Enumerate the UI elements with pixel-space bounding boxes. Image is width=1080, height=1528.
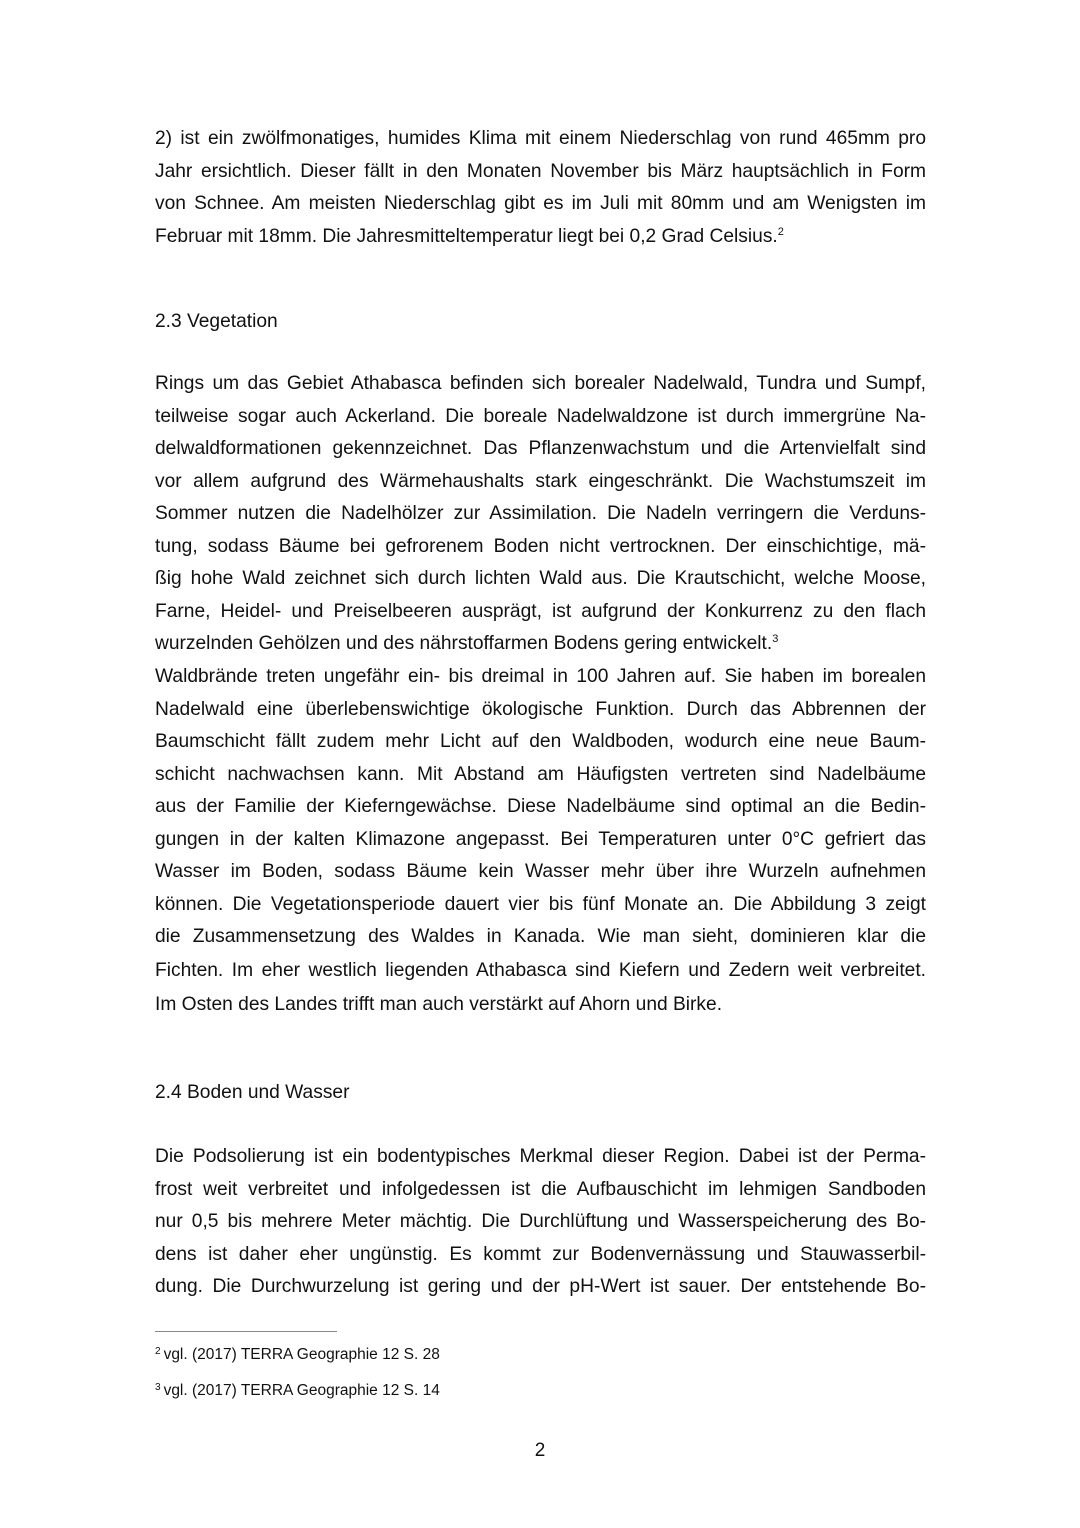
text-line: Rings um das Gebiet Athabasca befinden sich borealer Nadelwald, Tundra und Sumpf, [155,373,926,394]
footnote-number: 2 [155,1346,161,1357]
text-line: Baumschicht fällt zudem mehr Licht auf den Waldboden, wodurch eine neue Baum- [155,731,926,752]
text-line: Wasser im Boden, sodass Bäume kein Wasser mehr über ihre Wurzeln aufnehmen [155,861,926,882]
text-line: Im Osten des Landes trifft man auch verstärkt auf Ahorn und Birke. [155,993,723,1015]
text-line: von Schnee. Am meisten Niederschlag gibt es im Juli mit 80mm und am Wenigsten im [155,193,926,214]
footnote-2 [155,1345,440,1365]
soil-paragraph-1 [155,1141,926,1304]
footnote-text: vgl. (2017) TERRA Geographie 12 S. 14 [163,1382,440,1399]
text-line: delwaldformationen gekennzeichnet. Das Pflanzenwachstum und die Artenvielfalt sind [155,438,926,459]
text-line: Fichten. Im eher westlich liegenden Athabasca sind Kiefern und Zedern weit verbreitet. [155,959,926,981]
text-line: teilweise sogar auch Ackerland. Die boreale Nadelwaldzone ist durch immergrüne Na- [155,405,926,427]
climate-paragraph [155,123,926,253]
vegetation-paragraph-1 [155,368,926,661]
footnote-reference: 3 [772,633,779,645]
footnote-text: vgl. (2017) TERRA Geographie 12 S. 28 [163,1346,440,1363]
page-number: 2 [534,1440,546,1461]
text-line: Sommer nutzen die Nadelhölzer zur Assimilation. Die Nadeln verringern die Verduns- [155,503,926,524]
text-line: tung, sodass Bäume bei gefrorenem Boden nicht vertrocknen. Der einschichtige, mä- [155,535,926,557]
text-line: aus der Familie der Kieferngewächse. Diese Nadelbäume sind optimal an die Bedin- [155,796,926,817]
text-line: können. Die Vegetationsperiode dauert vier bis fünf Monate an. Die Abbildung 3 zeigt [155,893,926,915]
text-line: Farne, Heidel- und Preiselbeeren ausprägt, ist aufgrund der Konkurrenz zu den flach [155,600,926,622]
text-line: Die Podsolierung ist ein bodentypisches Merkmal dieser Region. Dabei ist der Perma- [155,1146,926,1167]
text-line: schicht nachwachsen kann. Mit Abstand am Häufigsten vertreten sind Nadelbäume [155,763,926,785]
text-line: frost weit verbreitet und infolgedessen ist die Aufbauschicht im lehmigen Sandboden [155,1178,926,1200]
text-line: nur 0,5 bis mehrere Meter mächtig. Die Durchlüftung und Wasserspeicherung des Bo- [155,1211,926,1232]
text-line: Jahr ersichtlich. Dieser fällt in den Monaten November bis März hauptsächlich in Form [155,160,926,182]
text-line: gungen in der kalten Klimazone angepasst. Bei Temperaturen unter 0°C gefriert das [155,828,926,850]
vegetation-paragraph-2 [155,661,926,1022]
text-line: 2) ist ein zwölfmonatiges, humides Klima mit einem Niederschlag von rund 465mm pro [155,128,926,149]
text-line: vor allem aufgrund des Wärmehaushalts stark eingeschränkt. Die Wachstumszeit im [155,470,926,492]
text-line: Waldbrände treten ungefähr ein- bis dreimal in 100 Jahren auf. Sie haben im borealen [155,666,926,687]
text-line: Februar mit 18mm. Die Jahresmitteltemperatur liegt bei 0,2 Grad Celsius.$^2$ [155,225,784,247]
text-line: Nadelwald eine überlebenswichtige ökologische Funktion. Durch das Abbrennen der [155,698,926,720]
footnote-number: 3 [155,1382,161,1393]
footnote-separator [155,1331,337,1332]
text-line: dens ist daher eher ungünstig. Es kommt zur Bodenvernässung und Stauwasserbil- [155,1243,926,1265]
section-heading-vegetation: 2.3 Vegetation [155,311,278,332]
text-line: ßig hohe Wald zeichnet sich durch lichten Wald aus. Die Krautschicht, welche Moose, [155,568,926,589]
text-line: wurzelnden Gehölzen und des nährstoffarmen Bodens gering entwickelt.$^3$ [155,633,779,654]
text-line: die Zusammensetzung des Waldes in Kanada. Wie man sieht, dominieren klar die [155,926,926,947]
text-line: dung. Die Durchwurzelung ist gering und der pH-Wert ist sauer. Der entstehende Bo- [155,1276,926,1297]
section-heading-soil-water: 2.4 Boden und Wasser [155,1082,350,1103]
footnote-reference: 2 [777,225,784,238]
footnote-3 [155,1381,440,1401]
